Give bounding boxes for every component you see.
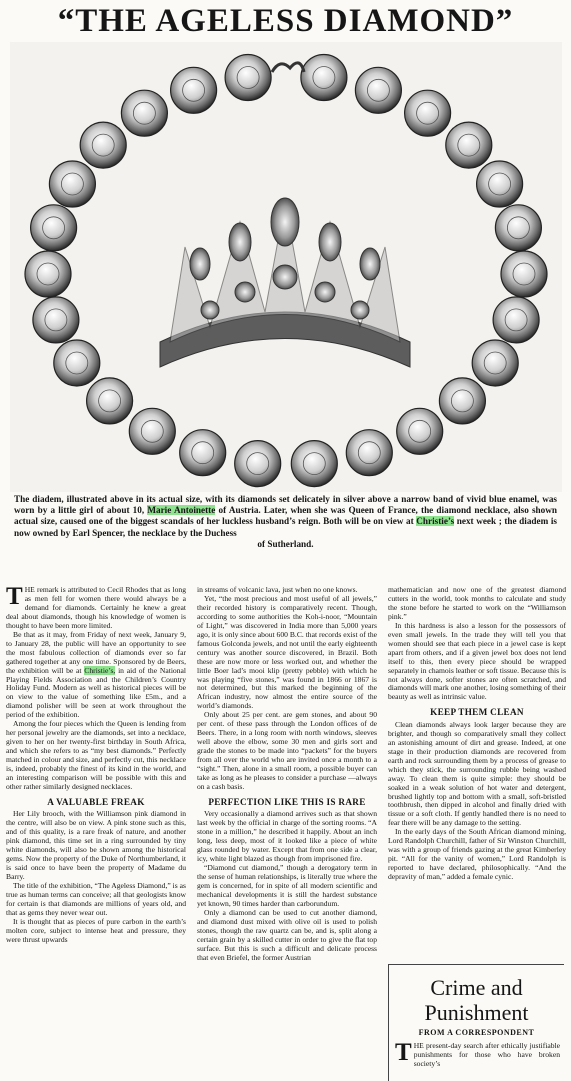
necklace-gem: [439, 378, 485, 424]
necklace-gem: [405, 90, 451, 136]
necklace-gem: [171, 67, 217, 113]
drop-cap: T: [6, 583, 23, 610]
article-column-1: [6, 583, 186, 945]
col2-para-2: Yet, “the most precious and most useful of all jewels,” their recorded history is comparatively recent. Though, according to some authorities the Koh-i-noor, “Mountain of Light,” was discovered in India more than 5,000 years ago, it is only since about 600 B.C. that records exist of the famous Golconda jewels, and not until the early eighteenth century was another source discovered, in Brazil. Both these are now more or less worked out, and whether the little Boer lad’s mooi klip (pretty pebble) with which he was playing “five stones,” was found in 1866 or 1867 is not determined, but this marked the beginning of the African industry, now almost the entire source of the world’s diamonds.: [197, 593, 377, 711]
necklace-gem: [180, 430, 226, 476]
box-drop-cap: T: [395, 1039, 412, 1066]
col2-para-4: Very occasionally a diamond arrives such as that shown last week by the official in charge of the sorting rooms. “A stone in a million,” he described it happily. About an inch long, less deep, most of it looked like a piece of white glass rounded by water. Except that from one side a clear, icy, white light blazed as though from imprisoned fire.: [197, 809, 377, 864]
col1-para-2: Be that as it may, from Friday of next week, January 9, to January 28, the public will have an opportunity to see the most fabulous collection of diamonds ever so far gathered together at any one time. Sponsored by de Beers, the exhibition will be at Christie’s, in aid of the National Playing Fields Association and the Children’s Country Holiday Fund. Modern as well as historical pieces will be on view to the value of something like £5m., and a diamond polisher will be seen at work throughout the period of the exhibition.: [6, 629, 186, 720]
necklace-gem: [495, 205, 541, 251]
necklace-gem: [121, 90, 167, 136]
necklace-gem: [397, 408, 443, 454]
caption-text-1: The diadem, illustrated above in its actual size, with its diamonds set delicately in silver above a narrow band of vivid blue enamel, was worn by a little girl of about 10,: [14, 494, 557, 516]
necklace-gem: [129, 408, 175, 454]
necklace-gem: [477, 161, 523, 207]
col1-para-6: It is thought that as pieces of pure carbon in the earth’s molten core, subject to intense heat and pressure, they were thrust upwards: [6, 916, 186, 944]
col1-para-4: Her Lily brooch, with the Williamson pink diamond in the centre, will also be on view. A pink stone such as this, and of this quality, is a rare freak of nature, and another pink diamond, this time set in a ring surrounded by tiny white diamonds, will also be shown among the historical gems. Now the property of the Duke of Northumberland, it is said once to have been the property of Madame du Barry.: [6, 809, 186, 882]
caption-text-2: of Austria. Later, when she was Queen of France, the diamond necklace, also shown actual size, caused one of the biggest scandals of her luckless husband’s reign. Both will be on view at: [14, 505, 557, 527]
necklace-gem: [54, 340, 100, 386]
crime-and-punishment-box: [388, 964, 564, 1081]
col3-para-2: In this hardness is also a lesson for the possessors of even small jewels. In the trade they will tell you that women should see that each piece in a jewel case is kept apart from others, and if a given jewel box does not lend itself to this, then every piece should be wrapped separately in chamois leather or soft tissue. Because this is not always done, softer stones are often scratched, and diamonds will mark one another, losing something of their beauty as well as intrinsic value.: [388, 620, 566, 702]
caption-text-3: next week ; the diadem is now owned by Earl Spencer, the necklace by the Duchess: [14, 516, 557, 538]
col1-para-1: THE remark is attributed to Cecil Rhodes that as long as men fell for women there would always be a demand for diamonds. Certainly he knew a great deal about diamonds, though his knowledge of women is thought to have been more limited.: [6, 583, 186, 630]
subheading-keep-them-clean: KEEP THEM CLEAN: [430, 707, 524, 718]
necklace-gem: [49, 161, 95, 207]
col3-para-4: In the early days of the South African diamond mining, Lord Randolph Churchill, father of Sir Winston Churchill, was with a group of friends gazing at the great Kimberley pit. “All for the vanity of women,” Lord Randolph is reported to have declared, philosophically. “And the depravity of man,” added a female cynic.: [388, 827, 566, 882]
necklace-gem: [501, 251, 547, 297]
col2-para-1: in streams of volcanic lava, just when no one knows.: [197, 585, 358, 594]
photo-caption: [14, 494, 557, 550]
caption-last-line: of Sutherland.: [257, 538, 314, 549]
col2-para-3: Only about 25 per cent. are gem stones, and about 90 per cent. of these pass through the London offices of de Beers. There, in a long room with north windows, sleeves well above the elbow, some 30 men and girls sort and grade the stones to be made into “packets” for the buyers from all over the world who are invited once a month to a “sight.” Then, alone in a small room, a possible buyer can take as long as he pleases to consider a purchase —always on a cash basis.: [197, 710, 377, 791]
necklace-gem: [25, 251, 71, 297]
necklace-gem: [446, 122, 492, 168]
col2-para-6: Only a diamond can be used to cut another diamond, and diamond dust mixed with olive oil is used to polish stones, though the raw quartz can be, and is, split along a certain grain by a skilled cutter in order to give the flat top surface. But this is such a difficult and delicate process that even Briefel, the former Austrian: [197, 907, 377, 962]
headline: “THE AGELESS DIAMOND”: [57, 3, 514, 39]
box-title-line-2: Punishment: [424, 1000, 529, 1025]
necklace-gem: [346, 430, 392, 476]
subheading-perfection: PERFECTION LIKE THIS IS RARE: [208, 796, 366, 807]
highlight-christies-body: Christie’s,: [84, 665, 116, 675]
necklace-gem: [493, 297, 539, 343]
necklace-gem: [301, 55, 347, 101]
necklace-gem: [225, 55, 271, 101]
article-column-2: [197, 586, 377, 963]
diadem-necklace-photo: [10, 42, 562, 492]
necklace-gem: [33, 297, 79, 343]
necklace-gem: [291, 441, 337, 487]
necklace-gem: [472, 340, 518, 386]
necklace-gem: [80, 122, 126, 168]
necklace-gem: [355, 67, 401, 113]
col1-para-3: Among the four pieces which the Queen is lending from her personal jewelry are the diamonds, set into a necklace, given to her on her twenty-first birthday in South Africa, and which she refers to as “my best diamonds.” Perfectly matched in colour and size, and perfectly cut, this necklace is, indeed, probably the finest of its kind in the world, and an interesting comparison will be possible with this and other rather similarly designed necklaces.: [6, 719, 186, 791]
highlight-christies-caption: Christie’s: [416, 516, 455, 527]
necklace-gem: [31, 205, 77, 251]
article-column-3: [388, 586, 566, 882]
subheading-valuable-freak: A VALUABLE FREAK: [47, 796, 145, 807]
box-title-line-1: Crime and: [430, 975, 523, 1000]
box-byline: FROM A CORRESPONDENT: [418, 1028, 535, 1037]
col1-para-5: The title of the exhibition, “The Ageless Diamond,” is as true as human terms can conceive; all that geologists know for certain is that diamonds are millions of years old, and that as gems they never wear out.: [6, 881, 186, 917]
col2-para-5: “Diamond cut diamond,” though a derogatory term in the sense of human relationships, is literally true where the gem is concerned, for in spite of all modern scientific and mechanical developments it is still the hardest substance yet known, 90 times harder than carborundum.: [197, 863, 377, 908]
col3-para-3: Clean diamonds always look larger because they are brighter, and though so comparatively small they collect an astonishing amount of dirt and grease. Indeed, at one stage in their production diamonds are recovered from earth and rock surrounding them by a process of grease to which they stick, the surrounding rubble being washed away. To clean them is quite simple: they should be soaked in a weak solution of hot water and detergent, brushed lightly top and bottom with a small, soft-bristled toothbrush, then dipped in alcohol and finally dried with tissue or a soft cloth. If gently handled there is no need to fear there will be any damage to the setting.: [388, 719, 566, 828]
col3-para-1: mathematician and now one of the greatest diamond cutters in the world, took months to calculate and study the stone before he started to work on the “Williamson pink.”: [388, 585, 566, 621]
highlight-marie-antoinette: Marie Antoinette: [147, 505, 216, 516]
box-body: THE present-day search after ethically justifiable punishments for those who have broken society’s: [395, 1039, 560, 1068]
necklace-gem: [235, 441, 281, 487]
necklace-gem: [87, 378, 133, 424]
